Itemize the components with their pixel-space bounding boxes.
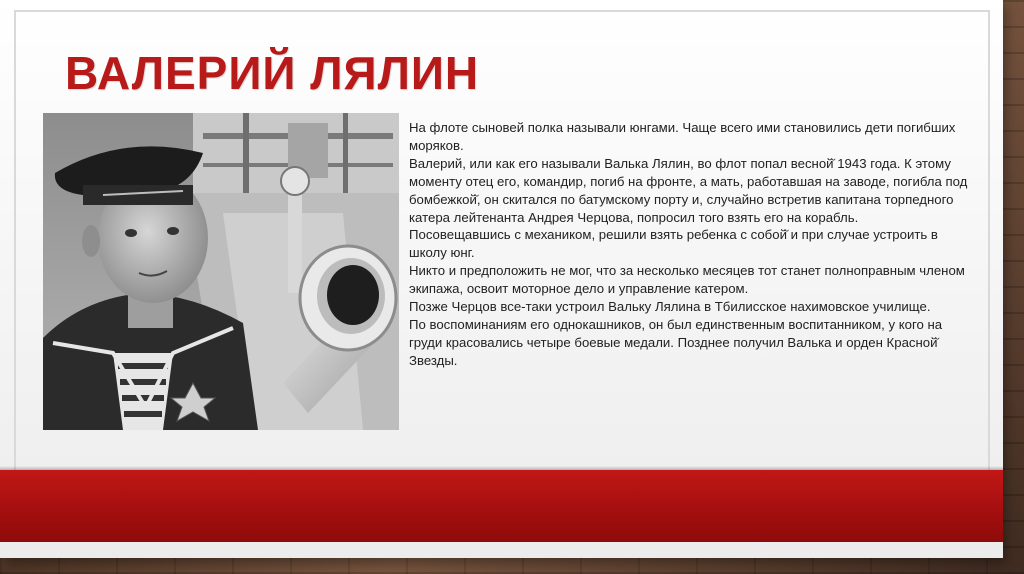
- biography-text: [409, 119, 969, 370]
- paragraph-1: На флоте сыновей полка называли юнгами. Чаще всего ими становились дети погибших моряков.: [409, 120, 956, 153]
- paragraph-2: Валерий, или как его называли Валька Лялин, во флот попал весной̆ 1943 года. К этому моменту отец его, командир, погиб на фронте, а мать, работавшая на заводе, погибла под бомбежкой̆, он скитался по батумскому порту и, случайно встретив капитана торпедного катера лейтенанта Андрея Черцова, попросил того взять его на корабль.: [409, 155, 968, 225]
- sailor-boy-photo: [43, 113, 399, 430]
- paragraph-4: Никто и предположить не мог, что за несколько месяцев тот станет полноправным членом экипажа, освоит моторное дело и управление катером.: [409, 263, 965, 297]
- paragraph-5: Позже Черцов все-таки устроил Вальку Лялина в Тбилисское нахимовское училище.: [409, 299, 931, 315]
- paragraph-3: Посовещавшись с механиком, решили взять ребенка с собой̆ и при случае устроить в школу юнг.: [409, 227, 938, 261]
- slide-title: ВАЛЕРИЙ ЛЯЛИН: [65, 47, 480, 99]
- paragraph-6: По воспоминаниям его однокашников, он был единственным воспитанником, у кого на груди красовались четыре боевые медали. Позднее получил Валька и орден Красной̆ Звезды.: [409, 316, 943, 368]
- red-footer-band: [0, 470, 1003, 542]
